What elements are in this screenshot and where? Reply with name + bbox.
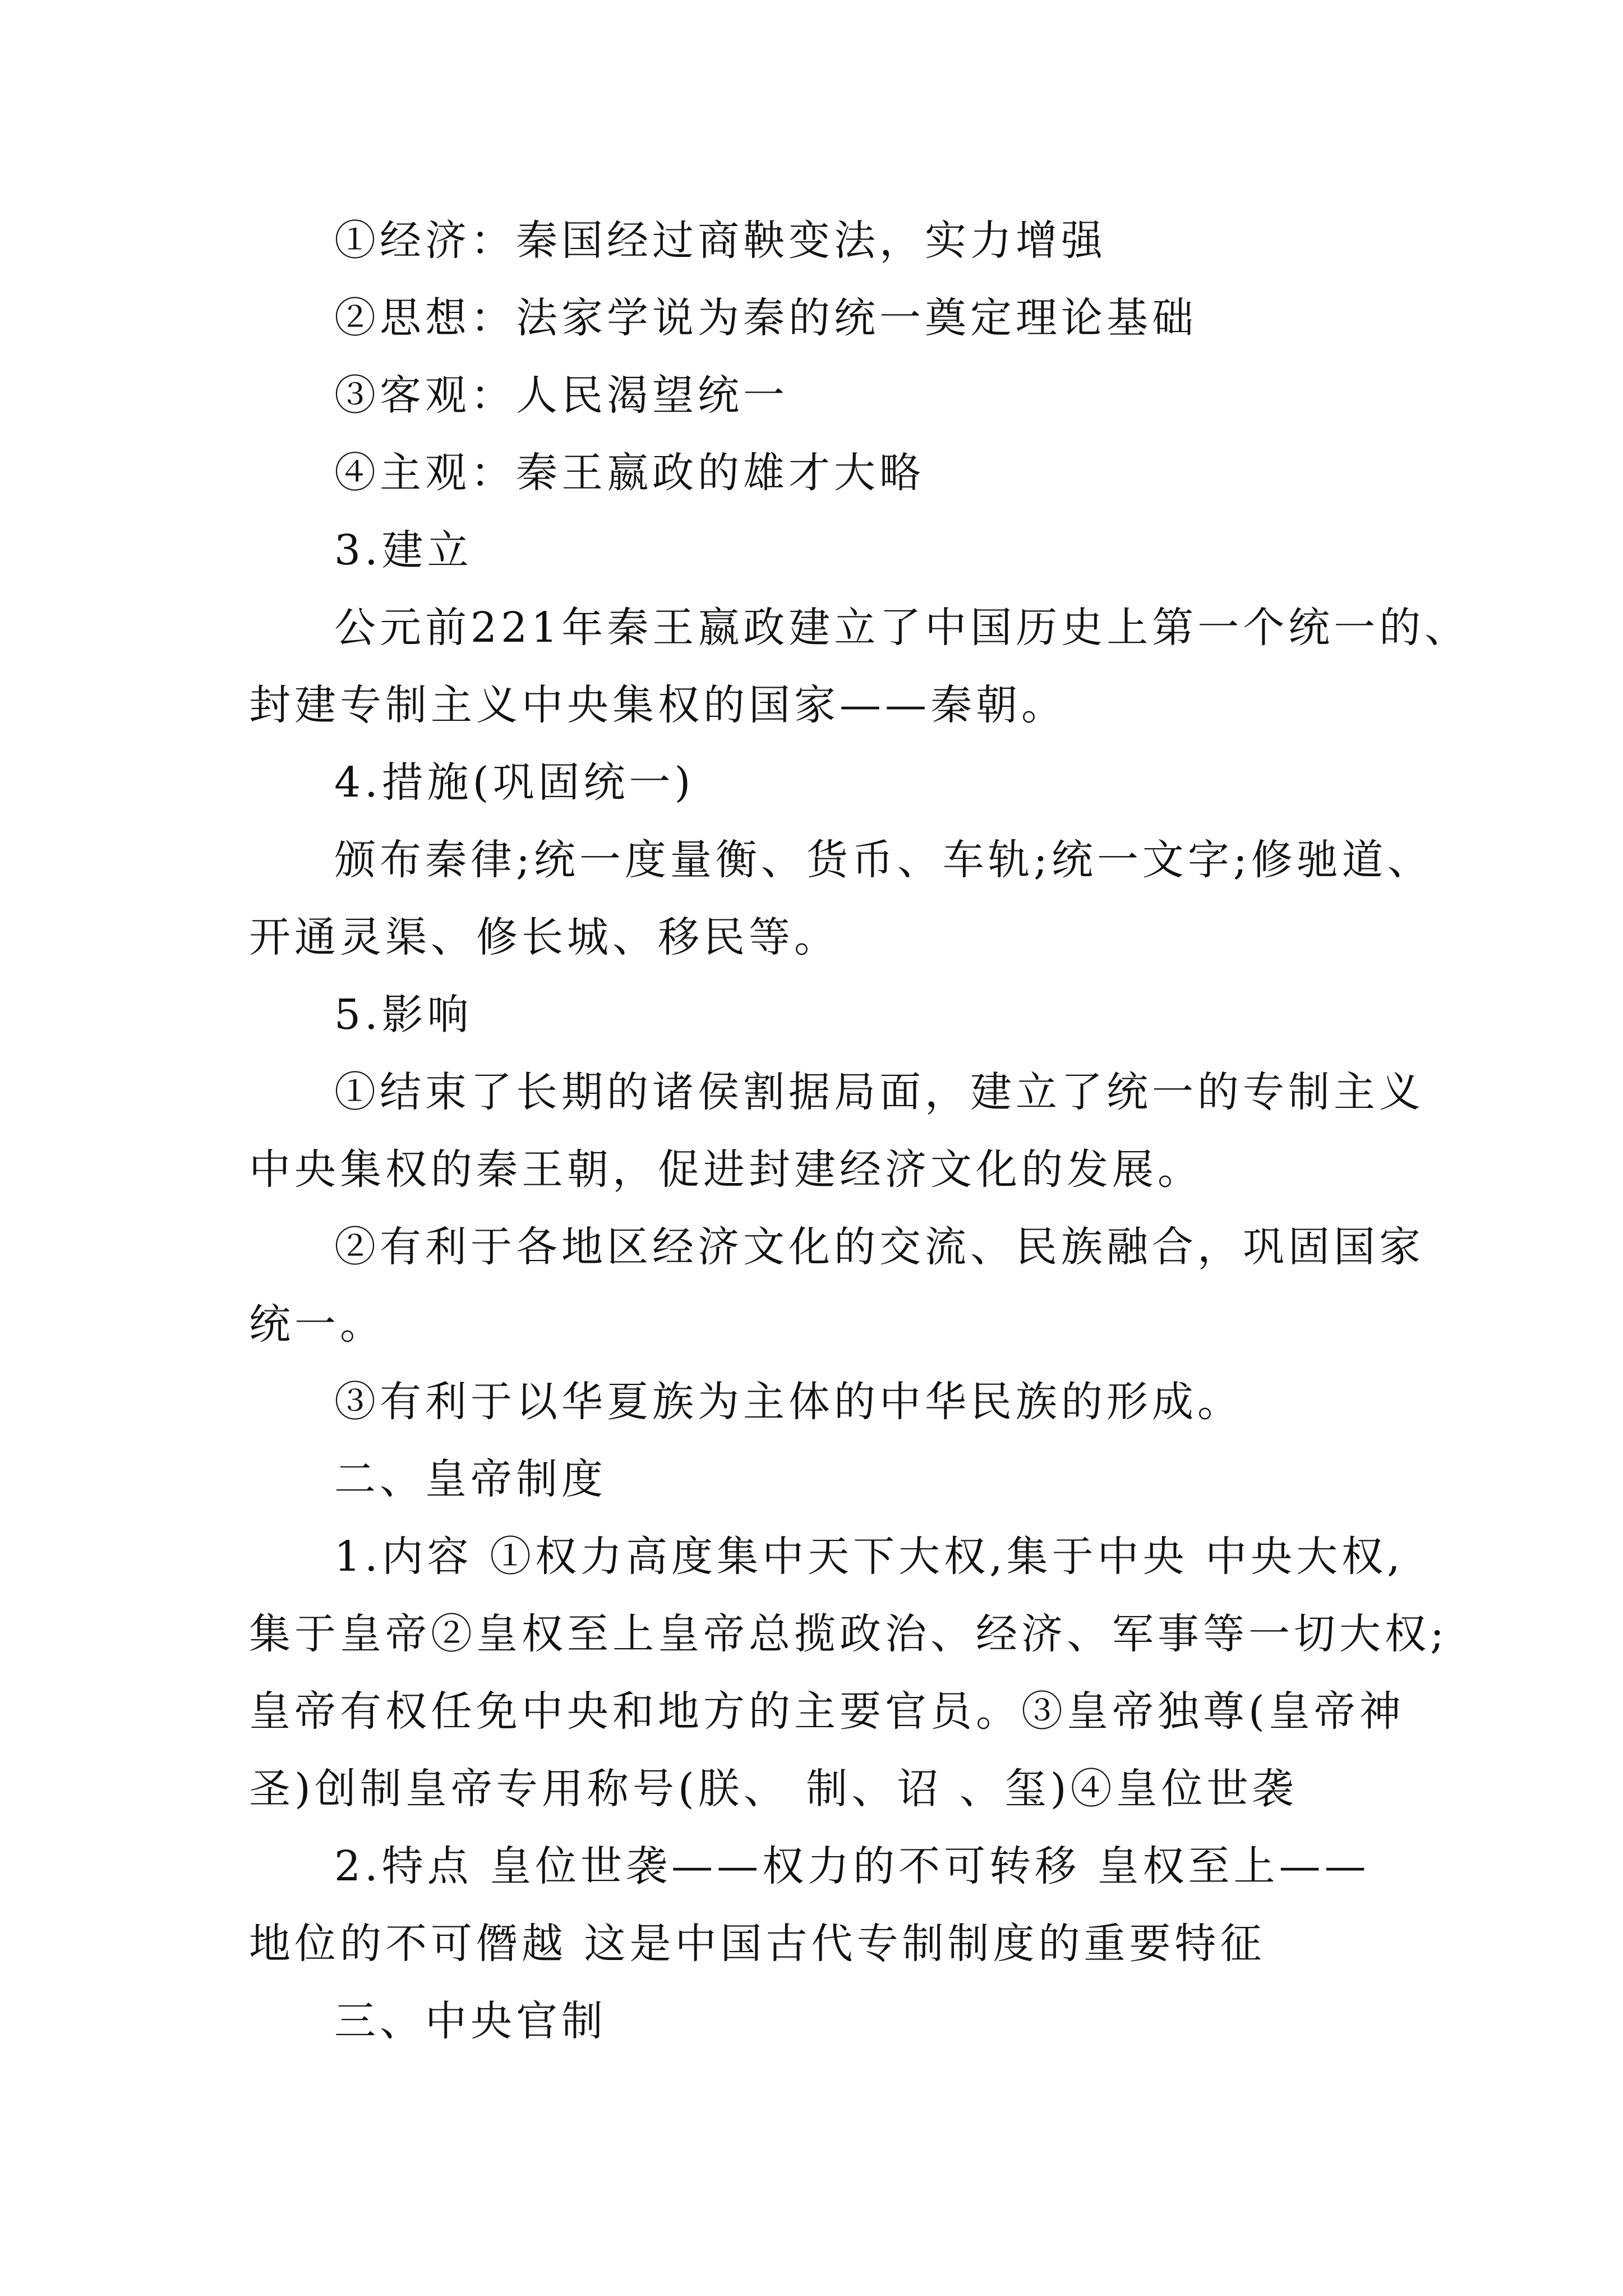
text-line: 2.特点 皇位世袭——权力的不可转移 皇权至上——: [334, 1842, 1370, 1890]
text-line: ①结束了长期的诸侯割据局面，建立了统一的专制主义: [334, 1068, 1424, 1116]
text-line: 中央集权的秦王朝，促进封建经济文化的发展。: [249, 1145, 1203, 1194]
text-line: 统一。: [249, 1300, 385, 1349]
text-line: 集于皇帝②皇权至上皇帝总揽政治、经济、军事等一切大权;: [249, 1610, 1448, 1658]
text-line: ②有利于各地区经济文化的交流、民族融合，巩固国家: [334, 1223, 1424, 1271]
text-line: 圣)创制皇帝专用称号(朕、 制、诏 、玺)④皇位世袭: [249, 1765, 1298, 1813]
text-line: 4.措施(巩固统一): [334, 758, 695, 807]
text-line: 皇帝有权任免中央和地方的主要官员。③皇帝独尊(皇帝神: [249, 1687, 1405, 1736]
text-line: ②思想：法家学说为秦的统一奠定理论基础: [334, 294, 1197, 342]
text-line: 地位的不可僭越 这是中国古代专制制度的重要特征: [249, 1920, 1266, 1968]
text-line: 开通灵渠、修长城、移民等。: [249, 913, 840, 961]
text-line: ③有利于以华夏族为主体的中华民族的形成。: [334, 1378, 1243, 1426]
text-line: ①经济：秦国经过商鞅变法，实力增强: [334, 217, 1106, 265]
text-line: 三、中央官制: [334, 1997, 607, 2045]
text-line: ④主观：秦王嬴政的雄才大略: [334, 449, 925, 497]
text-line: ③客观：人民渴望统一: [334, 371, 789, 420]
text-line: 封建专制主义中央集权的国家——秦朝。: [249, 681, 1067, 729]
document-body: [249, 202, 1470, 2060]
text-line: 公元前221年秦王嬴政建立了中国历史上第一个统一的、: [334, 604, 1470, 652]
text-line: 二、皇帝制度: [334, 1455, 607, 1503]
text-line: 1.内容 ①权力高度集中天下大权,集于中央 中央大权,: [334, 1533, 1404, 1581]
text-line: 颁布秦律;统一度量衡、货币、车轨;统一文字;修驰道、: [334, 836, 1433, 884]
text-line: 5.影响: [334, 991, 473, 1039]
text-line: 3.建立: [334, 526, 473, 574]
